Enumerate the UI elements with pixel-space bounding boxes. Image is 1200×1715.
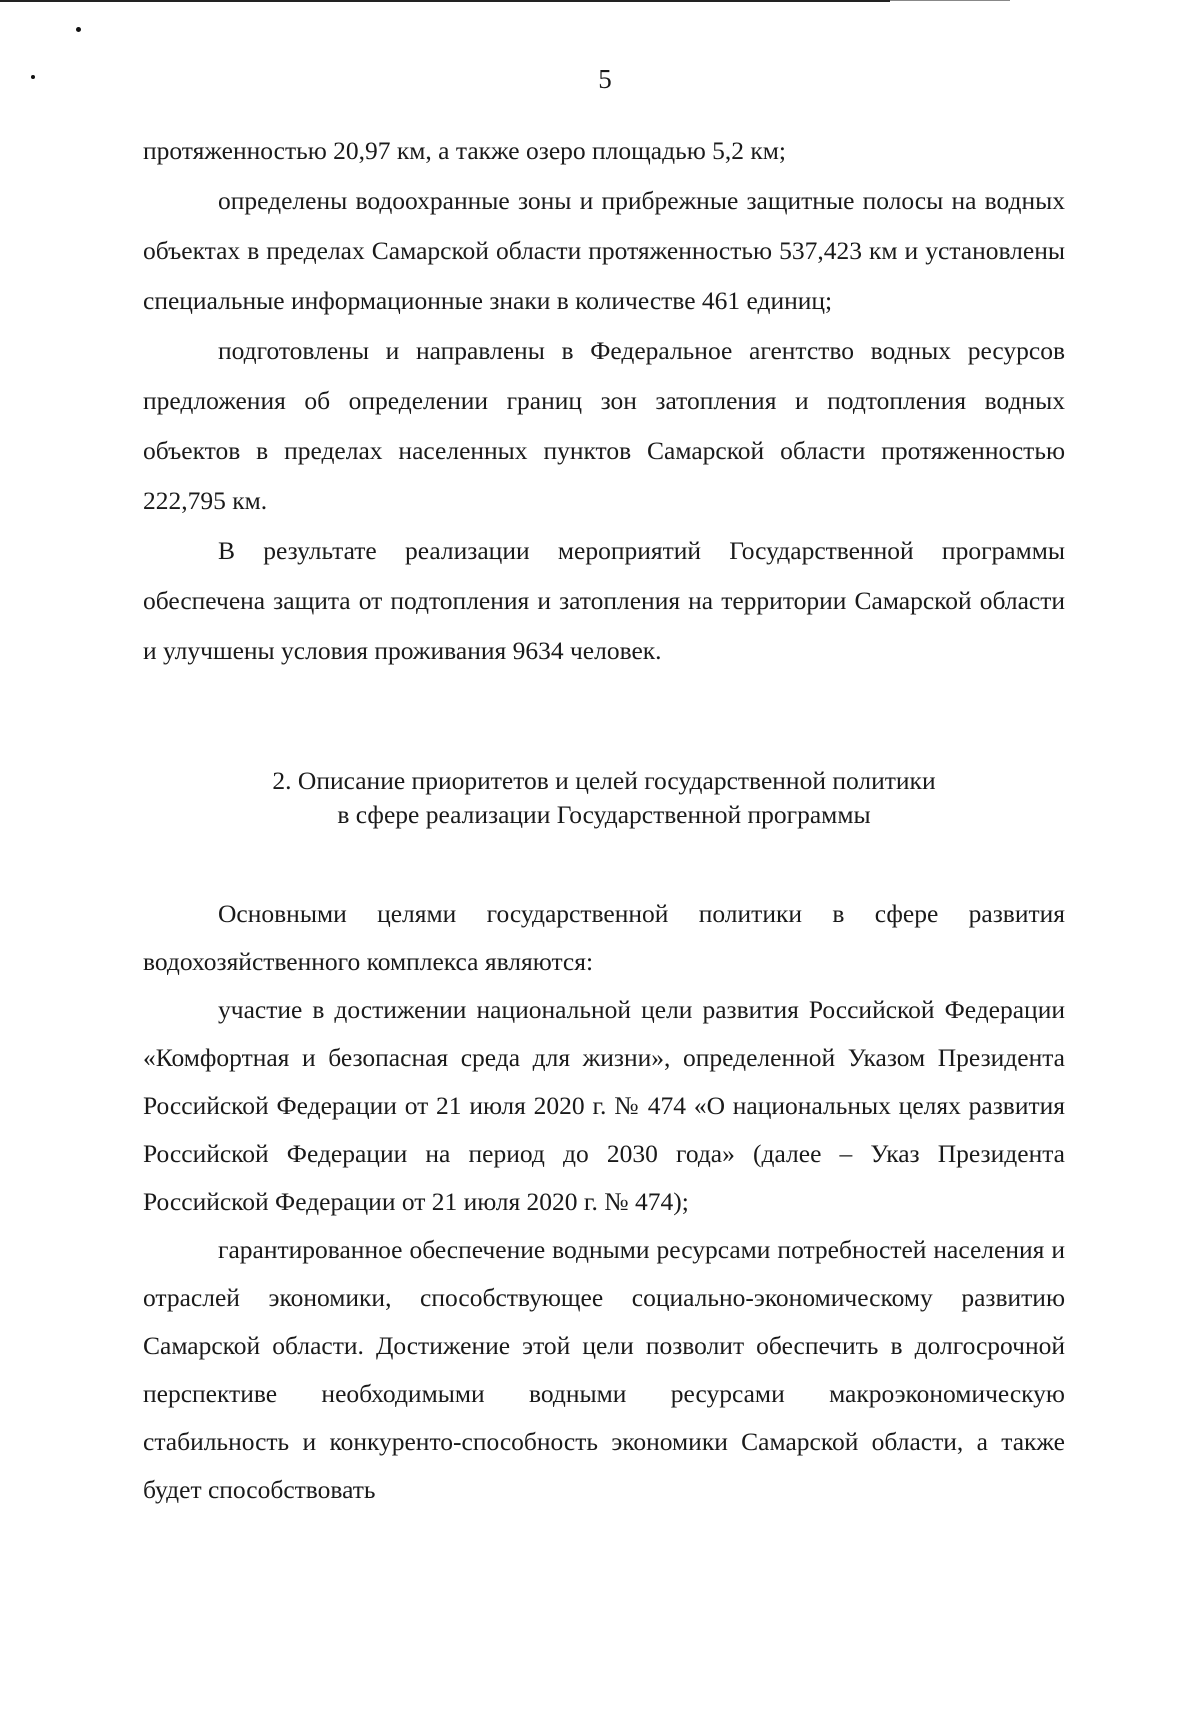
scan-top-edge-line-faint [890, 0, 1010, 1]
section-heading-line-2: в сфере реализации Государственной программы [337, 800, 871, 829]
body-text-lower [143, 890, 1065, 1514]
scan-speck [31, 75, 35, 79]
section-heading-line-1: 2. Описание приоритетов и целей государственной политики [272, 766, 936, 795]
paragraph-protection-zones: определены водоохранные зоны и прибрежные защитные полосы на водных объектах в пределах Самарской области протяженностью 537,423 км и установлены специальные информационные знаки в количестве 461 единиц; [143, 186, 1065, 315]
paragraph-policy-goals-intro: Основными целями государственной политики в сфере развития водохозяйственного комплекса являются: [143, 899, 1065, 976]
paragraph-length-continuation: протяженностью 20,97 км, а также озеро площадью 5,2 км; [143, 136, 786, 165]
paragraph-flood-zone-proposals: подготовлены и направлены в Федеральное агентство водных ресурсов предложения об определении границ зон затопления и подтопления водных объектов в пределах населенных пунктов Самарской области протяженностью 222,795 км. [143, 336, 1065, 515]
scan-speck [76, 27, 81, 32]
paragraph-water-supply-goal: гарантированное обеспечение водными ресурсами потребностей населения и отраслей экономики, способствующее социально-экономическому развитию Самарской области. Достижение этой цели позволит обеспечить в долгосрочной перспективе необходимыми водными ресурсами макроэкономическую стабильность и конкуренто-способность экономики Самарской области, а также будет способствовать [143, 1235, 1065, 1504]
scan-top-edge-line [0, 0, 890, 2]
paragraph-national-goal: участие в достижении национальной цели развития Российской Федерации «Комфортная и безопасная среда для жизни», определенной Указом Президента Российской Федерации от 21 июля 2020 г. № 474 «О национальных целях развития Российской Федерации на период до 2030 года» (далее – Указ Президента Российской Федерации от 21 июля 2020 г. № 474); [143, 995, 1065, 1216]
section-heading [143, 764, 1065, 832]
body-text-upper [143, 126, 1065, 676]
paragraph-program-results: В результате реализации мероприятий Государственной программы обеспечена защита от подтопления и затопления на территории Самарской области и улучшены условия проживания 9634 человек. [143, 536, 1065, 665]
page-number: 5 [598, 64, 612, 94]
